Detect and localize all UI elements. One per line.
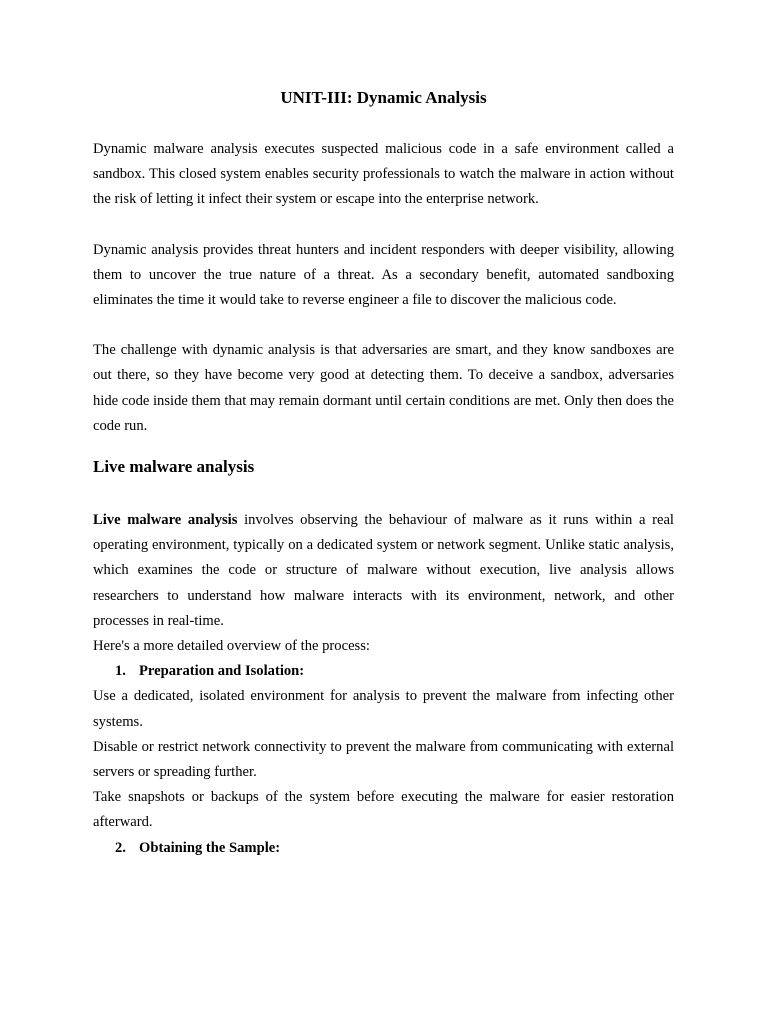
overview-line: Here's a more detailed overview of the process:	[93, 638, 370, 655]
paragraph-visibility: Dynamic analysis provides threat hunters and incident responders with deeper visibility, allowing them to uncover the true nature of a threat. As a secondary benefit, automated sandboxing eliminates the time it would take to reverse engineer a file to discover the malicious code.	[93, 241, 674, 309]
step-1-number: 1.	[115, 663, 126, 680]
step-1-heading	[93, 659, 674, 684]
step-2-title: Obtaining the Sample:	[139, 839, 281, 856]
live-intro-text: involves observing the behaviour of malware as it runs within a real operating environment, typically on a dedicated system or network segment. Unlike static analysis, which examines the code or structure of malware without execution, live analysis allows researchers to understand how malware interacts with its environment, network, and other processes in real-time.	[93, 512, 674, 629]
page-title: UNIT-III: Dynamic Analysis	[280, 88, 487, 107]
step-1-line-3: Take snapshots or backups of the system before executing the malware for easier restoration afterward.	[93, 789, 674, 831]
live-intro-bold: Live malware analysis	[93, 512, 238, 529]
paragraph-challenge: The challenge with dynamic analysis is that adversaries are smart, and they know sandboxes are out there, so they have become very good at detecting them. To deceive a sandbox, adversaries hide code inside them that may remain dormant until certain conditions are met. Only then does the code run.	[93, 342, 674, 434]
paragraph-live-intro	[93, 508, 674, 634]
paragraph-sandbox: Dynamic malware analysis executes suspected malicious code in a safe environment called a sandbox. This closed system enables security professionals to watch the malware in action without the risk of letting it infect their system or escape into the enterprise network.	[93, 141, 674, 208]
step-2-number: 2.	[115, 839, 126, 856]
step-1-line-1: Use a dedicated, isolated environment for analysis to prevent the malware from infecting other systems.	[93, 688, 674, 730]
section-heading-live-analysis: Live malware analysis	[93, 457, 255, 477]
step-1-title: Preparation and Isolation:	[139, 663, 305, 680]
step-2-heading	[93, 836, 674, 861]
step-1-line-2: Disable or restrict network connectivity to prevent the malware from communicating with external servers or spreading further.	[93, 738, 674, 781]
